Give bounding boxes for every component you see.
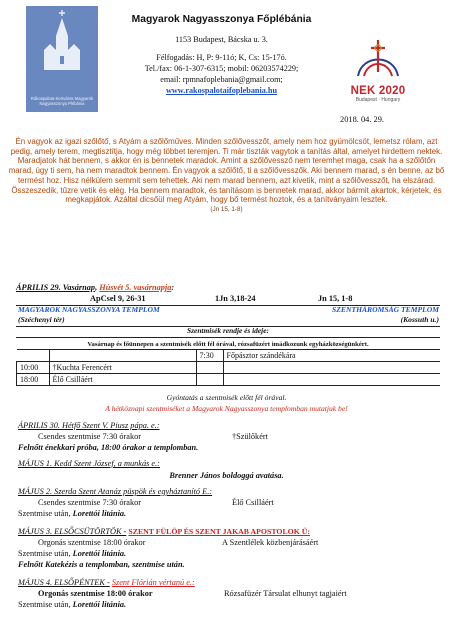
litany-prefix: Szentmise után,	[18, 600, 71, 609]
feast-title: SZENT FÜLÖP ÉS SZENT JAKAB APOSTOLOK Ü:	[128, 527, 310, 536]
mass-line: Csendes szentmise 7:30 órakor	[38, 432, 141, 441]
office-hours: Félfogadás: H, P: 9-11ó; K, Cs: 15-17ó.	[156, 53, 287, 62]
nek-title: NEK 2020	[350, 85, 406, 97]
divider	[16, 337, 440, 338]
parish-logo	[26, 6, 98, 112]
day-title: MÁJUS 2. Szerda Szent Atanáz püspök és egyháztanító E.:	[18, 487, 213, 496]
day-title: ÁPRILIS 30. Hétfő Szent V. Piusz pápa. e.:	[18, 421, 160, 430]
litany-line	[18, 509, 126, 519]
mass-intention: A Szentlélek közbenjárásáért	[222, 538, 319, 547]
table-row	[17, 374, 441, 386]
day-heading	[18, 459, 160, 469]
time-right: 7:30	[196, 350, 223, 362]
parish-title: Magyarok Nagyasszonya Főplébánia	[131, 14, 312, 25]
day-heading	[18, 421, 160, 431]
litany-line	[18, 600, 126, 610]
church-right-name: SZENTHÁROMSÁG TEMPLOM	[332, 305, 439, 314]
litany-prefix: Szentmise után,	[18, 509, 71, 518]
church-left-location: (Széchenyi tér)	[18, 315, 65, 324]
sunday-date: ÁPRILIS 29. Vasárnap	[16, 283, 96, 292]
reading-1: ApCsel 9, 26-31	[90, 294, 146, 303]
table-row	[17, 350, 441, 362]
mass-schedule-title: Szentmisék rendje és ideje:	[187, 326, 269, 335]
day-heading	[18, 527, 310, 537]
time-left: 10:00	[17, 362, 50, 374]
table-row	[17, 362, 441, 374]
litany-prefix: Szentmise után,	[18, 549, 71, 558]
church-right-location: (Kossuth u.)	[400, 315, 439, 324]
reading-3: Jn 15, 1-8	[318, 294, 353, 303]
day-title: MÁJUS 3. ELSŐCSÜTÖRTÖK -	[18, 527, 127, 536]
intention-right	[223, 362, 440, 374]
mass-intention: Élő Csilláért	[232, 498, 274, 507]
mass-line: Csendes szentmise 7:30 órakor	[38, 498, 141, 507]
mass-line: Orgonás szentmise 18:00 órakor	[38, 589, 153, 598]
intention-right	[223, 374, 440, 386]
weekday-notice: A hétköznapi szentmiséket a Magyarok Nagyasszonya templomban mutatjuk be!	[105, 404, 348, 413]
time-left	[17, 350, 50, 362]
sunday-feast: Húsvét 5. vasárnapja	[99, 283, 172, 292]
nek-subtitle: Budapest · Hungary	[355, 97, 401, 103]
day-note: Felnőtt énekkari próba, 18:00 órakor a templomban.	[18, 443, 199, 452]
time-left: 18:00	[17, 374, 50, 386]
mass-table	[16, 349, 440, 386]
parish-address: 1153 Budapest, Bácska u. 3.	[175, 35, 268, 44]
confession-notice: Gyóntatás a szentmisék előtt fél órával.	[166, 393, 287, 402]
day-heading	[18, 487, 212, 497]
day-heading	[18, 578, 195, 588]
nek-logo	[344, 38, 412, 108]
litany-name: Lorettói litánia.	[72, 549, 127, 558]
parish-header	[100, 14, 343, 96]
mass-intention: †Szülőkért	[232, 432, 268, 441]
eucharist-cross-icon	[344, 38, 412, 80]
church-left-name: MAGYAROK NAGYASSZONYA TEMPLOM	[18, 305, 160, 314]
gospel-reference: (Jn 15, 1-8)	[210, 205, 243, 213]
gospel-text: Én vagyok az igazi szőlőtő, s Atyám a szőlőműves. Minden szőlővesszőt, amely nem hoz gyümölcsöt, lemetsz rólam, azt pedig, amely terem, megtisztítja, hogy még többet teremjen. Ti már tiszták vagytok a tanítás által, amelyet hirdettem nektek. Maradjatok hát bennem, s akkor én is bennetek maradok. Amint a szőlővessző nem teremhet maga, csak ha a szőlőtőn marad, úgy ti sem, ha nem maradtok bennem. Én vagyok a szőlőtő, ti a szőlővesszők. Aki bennem marad, s én benne, az bő termést hoz. Hisz nélkülem semmit sem tehettek. Aki nem marad bennem, azt kivetik, mint a szőlővesszőt, ha elszárad. Összeszedik, tűzre vetik és elég. Ha bennem maradtok, és tanításom is bennetek marad, akkor bármit akartok, kérjetek, és megkapjátok. Azáltal dicsőül meg Atyám, hogy bő termést hoztok, és a tanítványaim lesztek.	[8, 137, 445, 205]
church-silhouette-icon	[26, 6, 98, 86]
day-title: MÁJUS 1. Kedd Szent József, a munkás e.:	[18, 459, 160, 468]
beatification-note: Brenner János boldoggá avatása.	[169, 471, 284, 480]
intention-right: Főpásztor szándékára	[223, 350, 440, 362]
bulletin-date: 2018. 04. 29.	[340, 115, 384, 124]
day-title: MÁJUS 4. ELSŐPÉNTEK -	[18, 578, 110, 587]
time-right	[196, 362, 223, 374]
intention-left: Élő Csilláért	[49, 374, 196, 386]
logo-caption: Rákospalota-Kertváros Magyarok Nagyasszonya Plébánia	[30, 96, 94, 106]
email-line: email: rpmnafoplebania@gmail.com;	[160, 75, 283, 84]
reading-2: 1Jn 3,18-24	[215, 294, 256, 303]
time-right	[196, 374, 223, 386]
intention-left	[49, 350, 196, 362]
mass-intention: Rózsafüzér Társulat elhunyt tagjaiért	[224, 589, 347, 598]
day-note: Felnőtt Katekézis a templomban, szentmise után.	[18, 560, 185, 569]
mass-line: Orgonás szentmise 18:00 órakor	[38, 538, 146, 547]
litany-line	[18, 549, 126, 559]
gospel-quote	[6, 137, 447, 215]
feast-title: Szent Flórián vértanú e.:	[111, 578, 195, 587]
litany-name: Lorettói litánia.	[72, 509, 127, 518]
intention-left: †Kuchta Ferencért	[49, 362, 196, 374]
litany-name: Lorettói litánia.	[72, 600, 127, 609]
website-link[interactable]: www.rakospalotaifoplebania.hu	[165, 86, 277, 95]
sunday-heading: ÁPRILIS 29. Vasárnap, Húsvét 5. vasárnapja:	[16, 283, 175, 292]
rosary-note: Vasárnap és főünnepen a szentmisék előtt fél órával, rózsafüzért imádkozunk egyházközségünkért.	[87, 341, 369, 348]
phone-line: Tel./fax: 06-1-307-6315; mobil: 06203574229;	[144, 64, 299, 73]
